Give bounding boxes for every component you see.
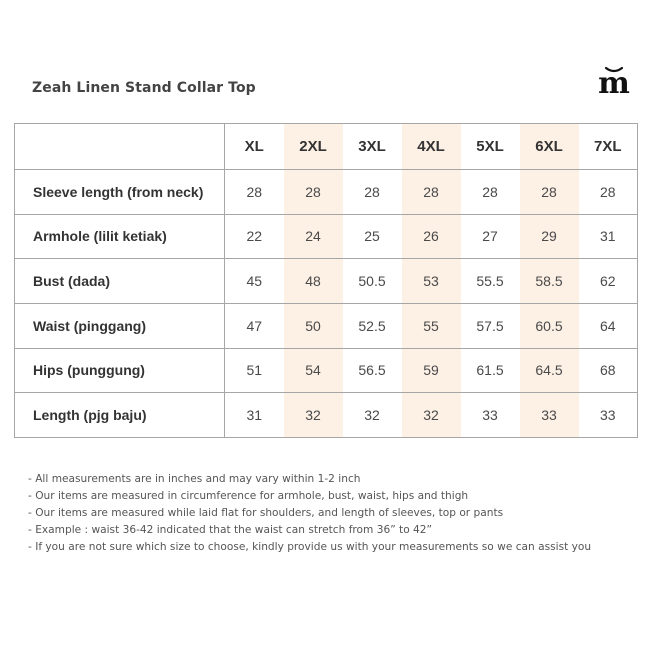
row-label: Armhole (lilit ketiak) — [15, 214, 225, 259]
table-cell: 31 — [579, 214, 638, 259]
row-label: Waist (pinggang) — [15, 303, 225, 348]
table-cell: 53 — [402, 259, 461, 304]
note-line: - Our items are measured while laid flat for shoulders, and length of sleeves, top or pants — [28, 507, 504, 519]
table-cell: 50.5 — [343, 259, 402, 304]
table-cell: 58.5 — [520, 259, 579, 304]
table-cell: 64 — [579, 303, 638, 348]
table-cell: 54 — [284, 348, 343, 393]
row-label: Sleeve length (from neck) — [15, 170, 225, 215]
table-cell: 62 — [579, 259, 638, 304]
header-corner-cell — [15, 124, 225, 170]
note-line: - All measurements are in inches and may vary within 1-2 inch — [28, 473, 361, 485]
table-cell: 28 — [284, 170, 343, 215]
note-line: - If you are not sure which size to choose, kindly provide us with your measurements so we can assist you — [28, 541, 592, 553]
note-line: - Example : waist 36-42 indicated that the waist can stretch from 36” to 42” — [28, 524, 433, 536]
table-row — [15, 393, 638, 438]
table-cell: 24 — [284, 214, 343, 259]
table-cell: 55 — [402, 303, 461, 348]
table-cell: 29 — [520, 214, 579, 259]
table-cell: 64.5 — [520, 348, 579, 393]
row-label: Hips (punggung) — [15, 348, 225, 393]
table-cell: 56.5 — [343, 348, 402, 393]
table-cell: 28 — [402, 170, 461, 215]
note-line: - Our items are measured in circumference for armhole, bust, waist, hips and thigh — [28, 490, 469, 502]
page-title: Zeah Linen Stand Collar Top — [32, 80, 256, 96]
size-header-2xl: 2XL — [284, 124, 343, 170]
table-cell: 26 — [402, 214, 461, 259]
table-row — [15, 303, 638, 348]
size-chart — [14, 123, 637, 438]
table-row — [15, 214, 638, 259]
size-header-4xl: 4XL — [402, 124, 461, 170]
table-cell: 60.5 — [520, 303, 579, 348]
row-label: Bust (dada) — [15, 259, 225, 304]
table-cell: 52.5 — [343, 303, 402, 348]
table-cell: 32 — [284, 393, 343, 438]
brand-logo-letter: m — [598, 66, 630, 100]
table-cell: 32 — [343, 393, 402, 438]
table-cell: 28 — [225, 170, 284, 215]
table-cell: 55.5 — [461, 259, 520, 304]
row-label: Length (pjg baju) — [15, 393, 225, 438]
table-cell: 28 — [520, 170, 579, 215]
table-cell: 32 — [402, 393, 461, 438]
table-cell: 61.5 — [461, 348, 520, 393]
brand-logo — [594, 64, 634, 100]
table-cell: 22 — [225, 214, 284, 259]
size-header-7xl: 7XL — [579, 124, 638, 170]
table-cell: 25 — [343, 214, 402, 259]
size-header-5xl: 5XL — [461, 124, 520, 170]
table-cell: 45 — [225, 259, 284, 304]
size-table — [14, 123, 638, 438]
size-header-6xl: 6XL — [520, 124, 579, 170]
table-row — [15, 170, 638, 215]
table-cell: 28 — [579, 170, 638, 215]
table-cell: 27 — [461, 214, 520, 259]
size-notes — [28, 471, 591, 556]
table-cell: 28 — [461, 170, 520, 215]
table-cell: 31 — [225, 393, 284, 438]
table-cell: 48 — [284, 259, 343, 304]
table-cell: 50 — [284, 303, 343, 348]
size-header-3xl: 3XL — [343, 124, 402, 170]
size-header-xl: XL — [225, 124, 284, 170]
table-cell: 33 — [520, 393, 579, 438]
table-cell: 57.5 — [461, 303, 520, 348]
table-cell: 47 — [225, 303, 284, 348]
table-row — [15, 348, 638, 393]
table-cell: 51 — [225, 348, 284, 393]
table-header-row — [15, 124, 638, 170]
table-cell: 33 — [579, 393, 638, 438]
table-cell: 59 — [402, 348, 461, 393]
table-cell: 28 — [343, 170, 402, 215]
table-cell: 68 — [579, 348, 638, 393]
table-cell: 33 — [461, 393, 520, 438]
table-row — [15, 259, 638, 304]
